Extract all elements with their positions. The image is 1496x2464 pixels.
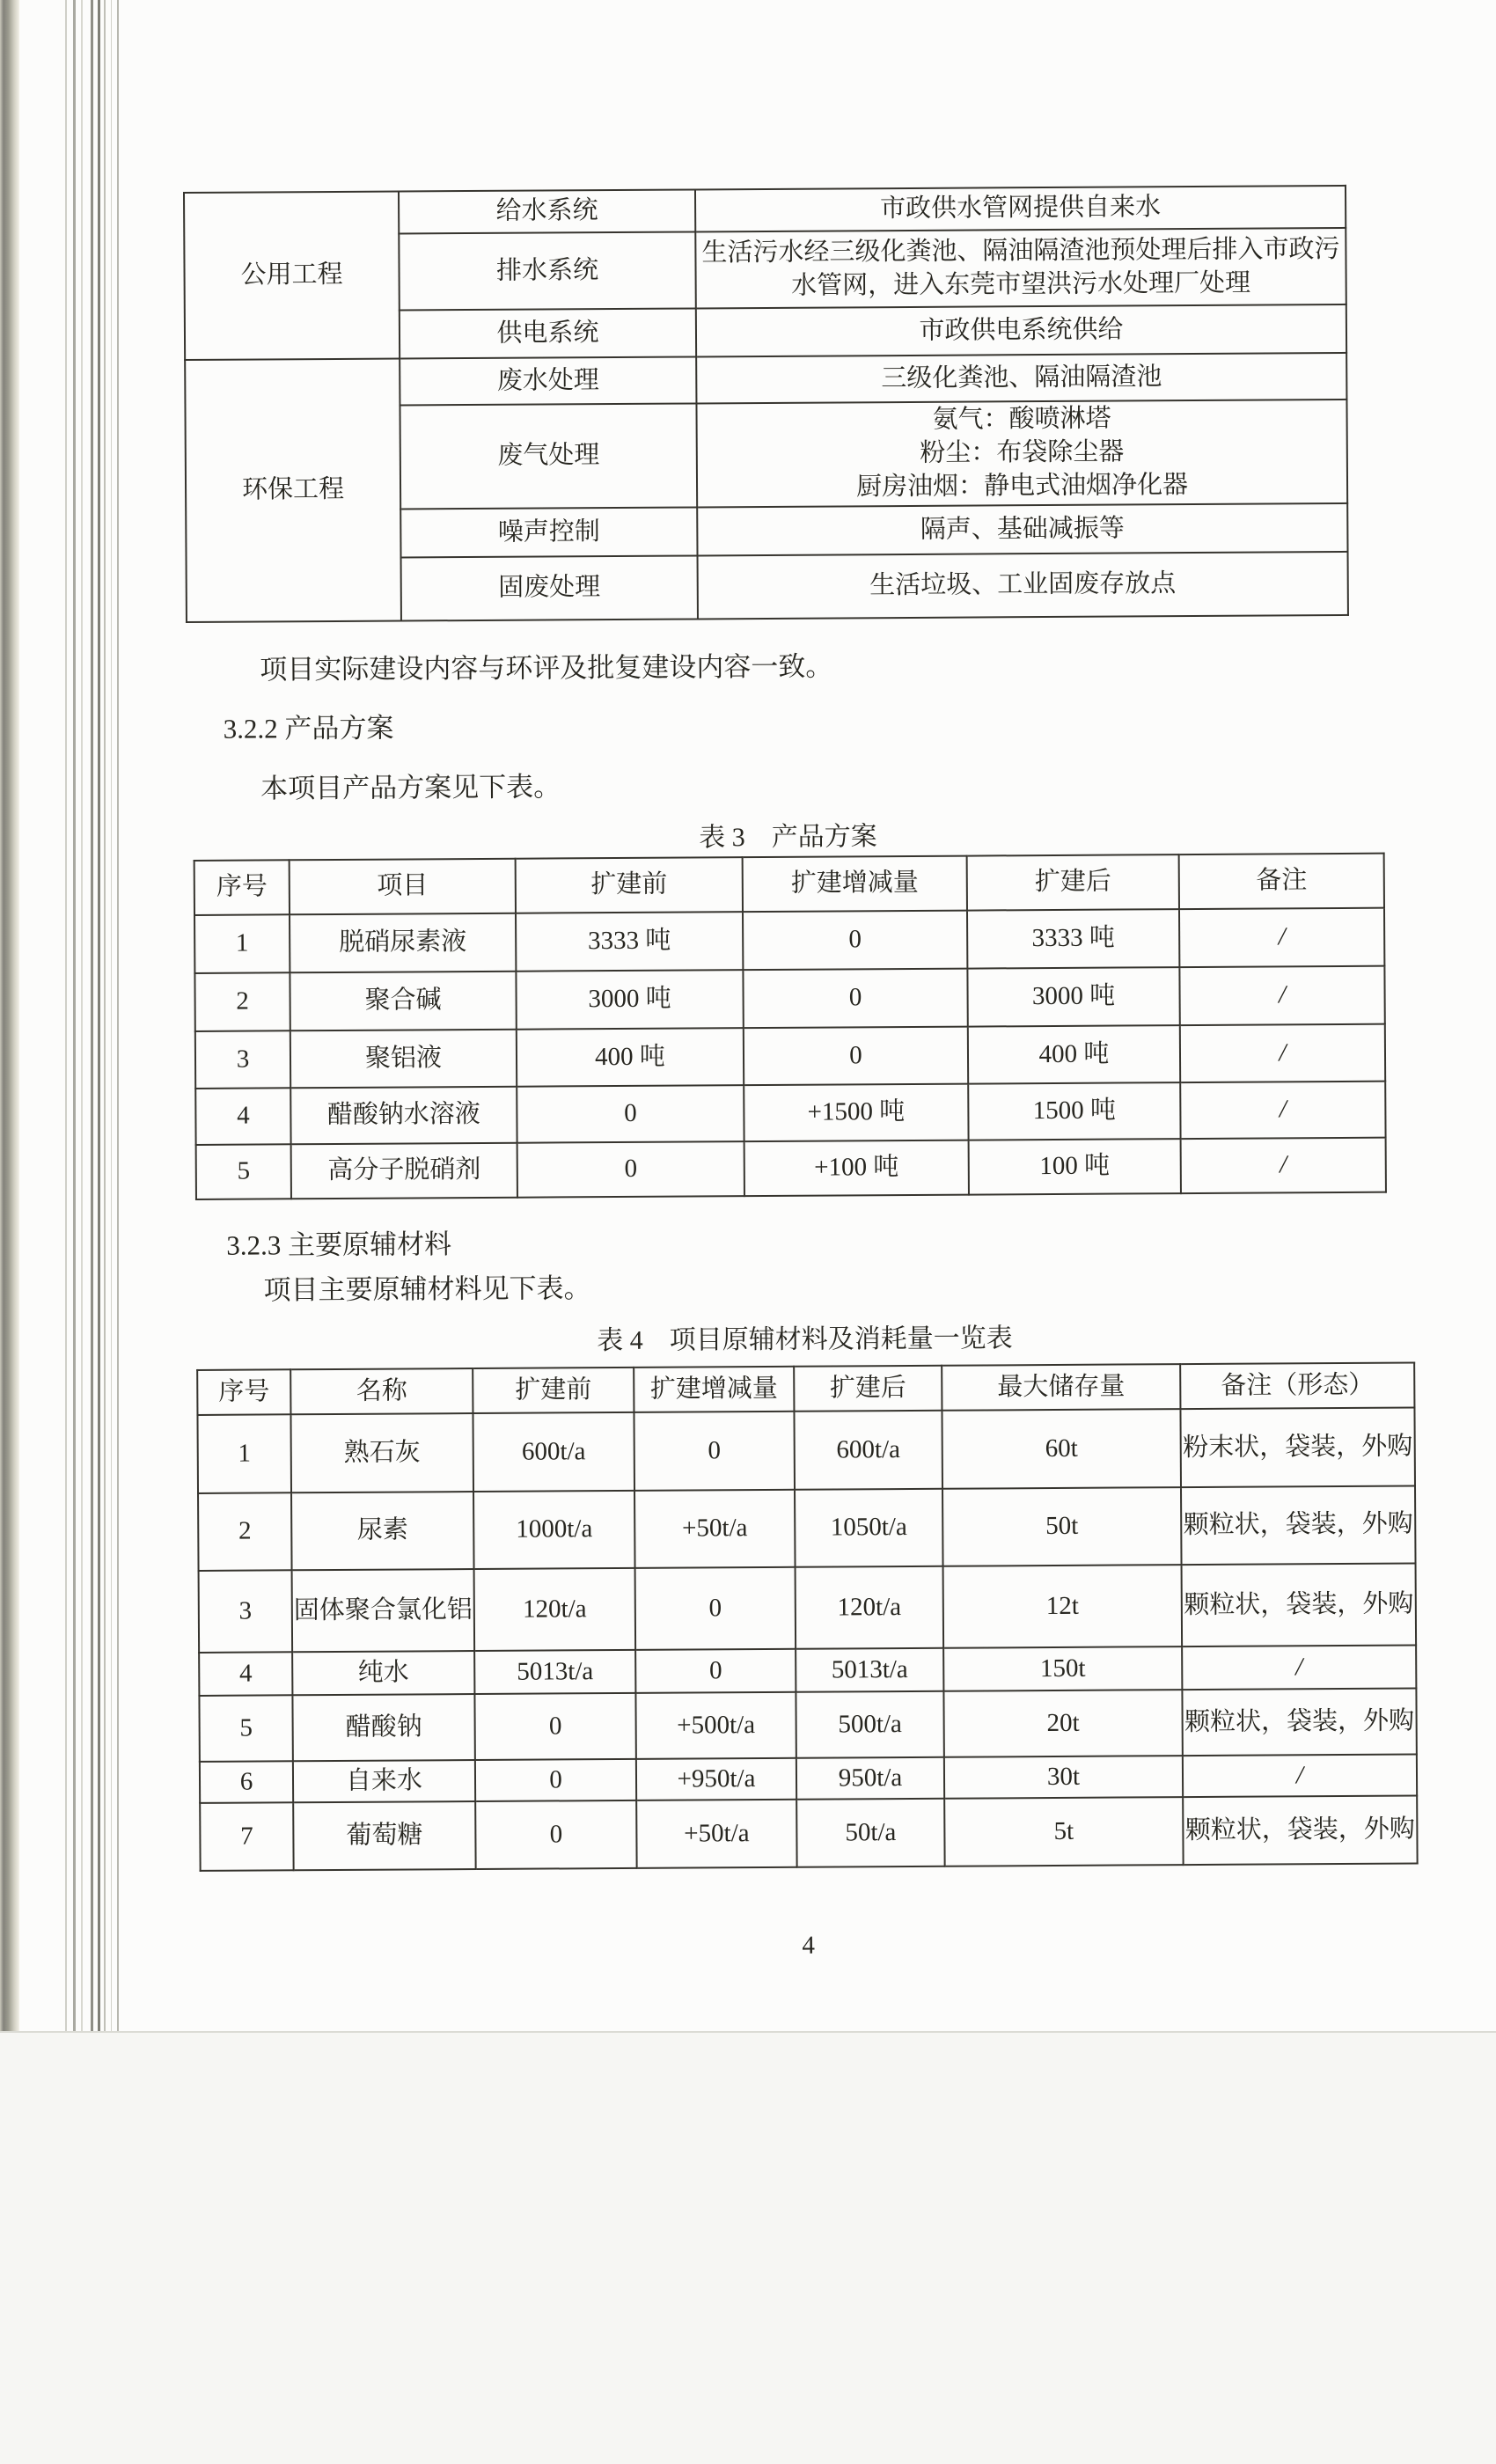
- table-header-cell: 名称: [290, 1368, 473, 1414]
- table-cell: +950t/a: [636, 1758, 796, 1800]
- table-cell: 4: [199, 1652, 292, 1696]
- table-cell: /: [1179, 966, 1384, 1025]
- table-cell: +50t/a: [634, 1490, 796, 1568]
- table-cell: 600t/a: [794, 1411, 942, 1490]
- table-row: [194, 966, 1384, 1031]
- rowgroup-label-cell: 公用工程: [184, 192, 400, 360]
- table-cell: 3: [195, 1030, 290, 1089]
- table-cell: /: [1180, 1024, 1385, 1082]
- table-cell: 20t: [943, 1690, 1182, 1757]
- table-cell: /: [1179, 908, 1384, 967]
- table-cell: 150t: [943, 1646, 1182, 1691]
- table-cell: 脱硝尿素液: [290, 913, 516, 973]
- paragraph: 项目主要原辅材料见下表。: [263, 1272, 591, 1306]
- table-cell: 400 吨: [517, 1028, 744, 1087]
- table-cell: 自来水: [293, 1760, 475, 1802]
- table-cell: +1500 吨: [744, 1084, 968, 1142]
- table-row: [195, 1082, 1385, 1145]
- table-cell: 隔声、基础减振等: [697, 503, 1347, 556]
- table-header-cell: 扩建增减量: [743, 856, 967, 913]
- table-cell: 100 吨: [969, 1139, 1181, 1194]
- table-cell: 1000t/a: [473, 1491, 635, 1569]
- table-cell: 葡萄糖: [293, 1801, 475, 1870]
- table-cell: 熟石灰: [290, 1413, 473, 1492]
- table-cell: 0: [743, 969, 967, 1029]
- table-cell: 5013t/a: [474, 1650, 635, 1694]
- table-row: [184, 186, 1346, 235]
- table-header-row: [194, 854, 1384, 915]
- table-cell: 颗粒状，袋装，外购: [1182, 1688, 1416, 1756]
- table-header-cell: 最大储存量: [942, 1364, 1180, 1411]
- table-cell: 供电系统: [400, 308, 696, 358]
- table-cell: 7: [200, 1802, 293, 1871]
- paragraph: 项目实际建设内容与环评及批复建设内容一致。: [260, 650, 833, 686]
- table-cell: 30t: [944, 1756, 1183, 1799]
- table-cell: 5: [199, 1695, 292, 1762]
- table-row: [185, 353, 1346, 407]
- table-cell: 噪声控制: [400, 507, 697, 557]
- section-heading: 3.2.2 产品方案: [223, 712, 394, 744]
- cell-line: 粉尘：布袋除尘器: [920, 437, 1125, 468]
- table-cell: 颗粒状，袋装，外购: [1181, 1485, 1416, 1565]
- table-cell: 0: [744, 1027, 968, 1086]
- table-row: [200, 1795, 1417, 1870]
- utilities-environment-table: [183, 185, 1349, 623]
- table-row: [194, 908, 1384, 973]
- table-row: [200, 1754, 1417, 1802]
- table-cell: 12t: [943, 1565, 1183, 1648]
- table-cell: 6: [200, 1761, 293, 1803]
- table-header-cell: 序号: [197, 1369, 290, 1415]
- table-cell: 1500 吨: [968, 1082, 1180, 1140]
- table-cell: 聚铝液: [290, 1030, 517, 1089]
- table-cell: 2: [198, 1492, 292, 1571]
- table-cell: 排水系统: [399, 231, 696, 310]
- table-cell: 120t/a: [474, 1568, 636, 1651]
- table-row: [195, 1024, 1385, 1089]
- table-cell: 5: [196, 1144, 291, 1199]
- table-header-cell: 备注（形态）: [1180, 1362, 1414, 1409]
- table-cell: 3000 吨: [967, 967, 1179, 1026]
- table-cell: 0: [474, 1693, 635, 1760]
- table-cell: 60t: [942, 1409, 1181, 1489]
- table-cell: 纯水: [292, 1651, 474, 1695]
- table-cell: /: [1181, 1138, 1386, 1193]
- page-number: 4: [802, 1931, 816, 1960]
- table-cell: 600t/a: [473, 1412, 634, 1492]
- table-header-cell: 扩建后: [967, 854, 1179, 910]
- table-cell: 固废处理: [401, 555, 698, 620]
- table-header-row: [197, 1362, 1414, 1414]
- cell-line: 氨气：酸喷淋塔: [932, 405, 1111, 435]
- table-cell: 醋酸钠: [292, 1694, 474, 1761]
- table-cell: 50t/a: [796, 1799, 944, 1867]
- table-cell: 粉末状，袋装，外购: [1180, 1407, 1415, 1487]
- table-cell: 4: [195, 1088, 290, 1145]
- raw-materials-table: [196, 1361, 1418, 1871]
- table-cell: 生活垃圾、工业固废存放点: [698, 552, 1348, 620]
- table-row: [199, 1563, 1417, 1652]
- table-cell: 3000 吨: [516, 970, 743, 1030]
- table-cell: 三级化粪池、隔油隔渣池: [696, 353, 1346, 404]
- table-cell: /: [1180, 1082, 1385, 1139]
- table-cell: [696, 400, 1347, 508]
- table-cell: 废水处理: [400, 356, 696, 405]
- table-cell: 颗粒状，袋装，外购: [1183, 1795, 1417, 1865]
- table-caption: 表 3 产品方案: [699, 822, 877, 853]
- table-cell: 0: [475, 1759, 636, 1801]
- table-cell: 3333 吨: [967, 909, 1179, 968]
- table-cell: 500t/a: [796, 1691, 943, 1758]
- paragraph: 本项目产品方案见下表。: [260, 771, 561, 804]
- table-header-cell: 扩建后: [794, 1366, 942, 1412]
- table-cell: 颗粒状，袋装，外购: [1182, 1563, 1417, 1646]
- table-cell: 50t: [942, 1487, 1182, 1566]
- table-cell: /: [1183, 1754, 1417, 1797]
- table-header-cell: 备注: [1179, 854, 1384, 909]
- table-cell: 2: [194, 972, 290, 1031]
- table-cell: 0: [517, 1141, 744, 1198]
- table-header-cell: 序号: [194, 860, 290, 915]
- table-cell: 0: [743, 911, 967, 971]
- table-row: [196, 1138, 1386, 1199]
- table-cell: 3: [199, 1570, 293, 1653]
- table-header-cell: 项目: [290, 859, 516, 915]
- table-cell: 0: [634, 1412, 795, 1491]
- table-cell: 高分子脱硝剂: [291, 1143, 517, 1199]
- table-cell: 3333 吨: [516, 912, 743, 972]
- table-row: [199, 1688, 1416, 1761]
- table-cell: 市政供电系统供给: [696, 304, 1346, 357]
- table-cell: /: [1182, 1645, 1416, 1690]
- table-cell: 给水系统: [399, 189, 695, 233]
- rowgroup-label-cell: 环保工程: [185, 359, 401, 622]
- table-row: [198, 1485, 1416, 1570]
- table-cell: 5013t/a: [796, 1648, 943, 1692]
- table-cell: 0: [517, 1085, 744, 1143]
- table-header-cell: 扩建增减量: [634, 1367, 794, 1412]
- table-cell: 1: [194, 914, 290, 973]
- table-row: [199, 1645, 1416, 1695]
- table-cell: 0: [635, 1567, 796, 1650]
- table-caption: 表 4 项目原辅材料及消耗量一览表: [597, 1324, 1013, 1356]
- table-cell: 120t/a: [796, 1566, 944, 1649]
- table-cell: 固体聚合氯化铝: [292, 1569, 475, 1652]
- product-plan-table: [194, 853, 1387, 1200]
- table-cell: 醋酸钠水溶液: [290, 1087, 517, 1145]
- table-cell: 1050t/a: [795, 1489, 943, 1567]
- table-cell: 0: [475, 1800, 636, 1869]
- table-cell: 0: [635, 1649, 796, 1693]
- table-cell: +500t/a: [635, 1692, 796, 1759]
- table-cell: 400 吨: [968, 1025, 1180, 1083]
- table-cell: 950t/a: [796, 1757, 944, 1800]
- table-cell: 市政供水管网提供自来水: [695, 186, 1346, 232]
- cell-line: 厨房油烟：静电式油烟净化器: [855, 470, 1189, 502]
- table-cell: 1: [197, 1414, 291, 1493]
- table-cell: +50t/a: [636, 1800, 796, 1868]
- table-header-cell: 扩建前: [473, 1368, 634, 1413]
- table-cell: +100 吨: [744, 1140, 969, 1197]
- table-cell: 废气处理: [400, 403, 697, 509]
- table-row: [197, 1407, 1415, 1492]
- table-cell: 5t: [944, 1797, 1183, 1866]
- table-cell: 聚合碱: [290, 972, 516, 1031]
- table-cell: 生活污水经三级化粪池、隔油隔渣池预处理后排入市政污水管网，进入东莞市望洪污水处理厂处理: [695, 228, 1346, 309]
- table-header-cell: 扩建前: [516, 857, 743, 913]
- table-cell: 尿素: [291, 1492, 474, 1570]
- section-heading: 3.2.3 主要原辅材料: [226, 1228, 452, 1261]
